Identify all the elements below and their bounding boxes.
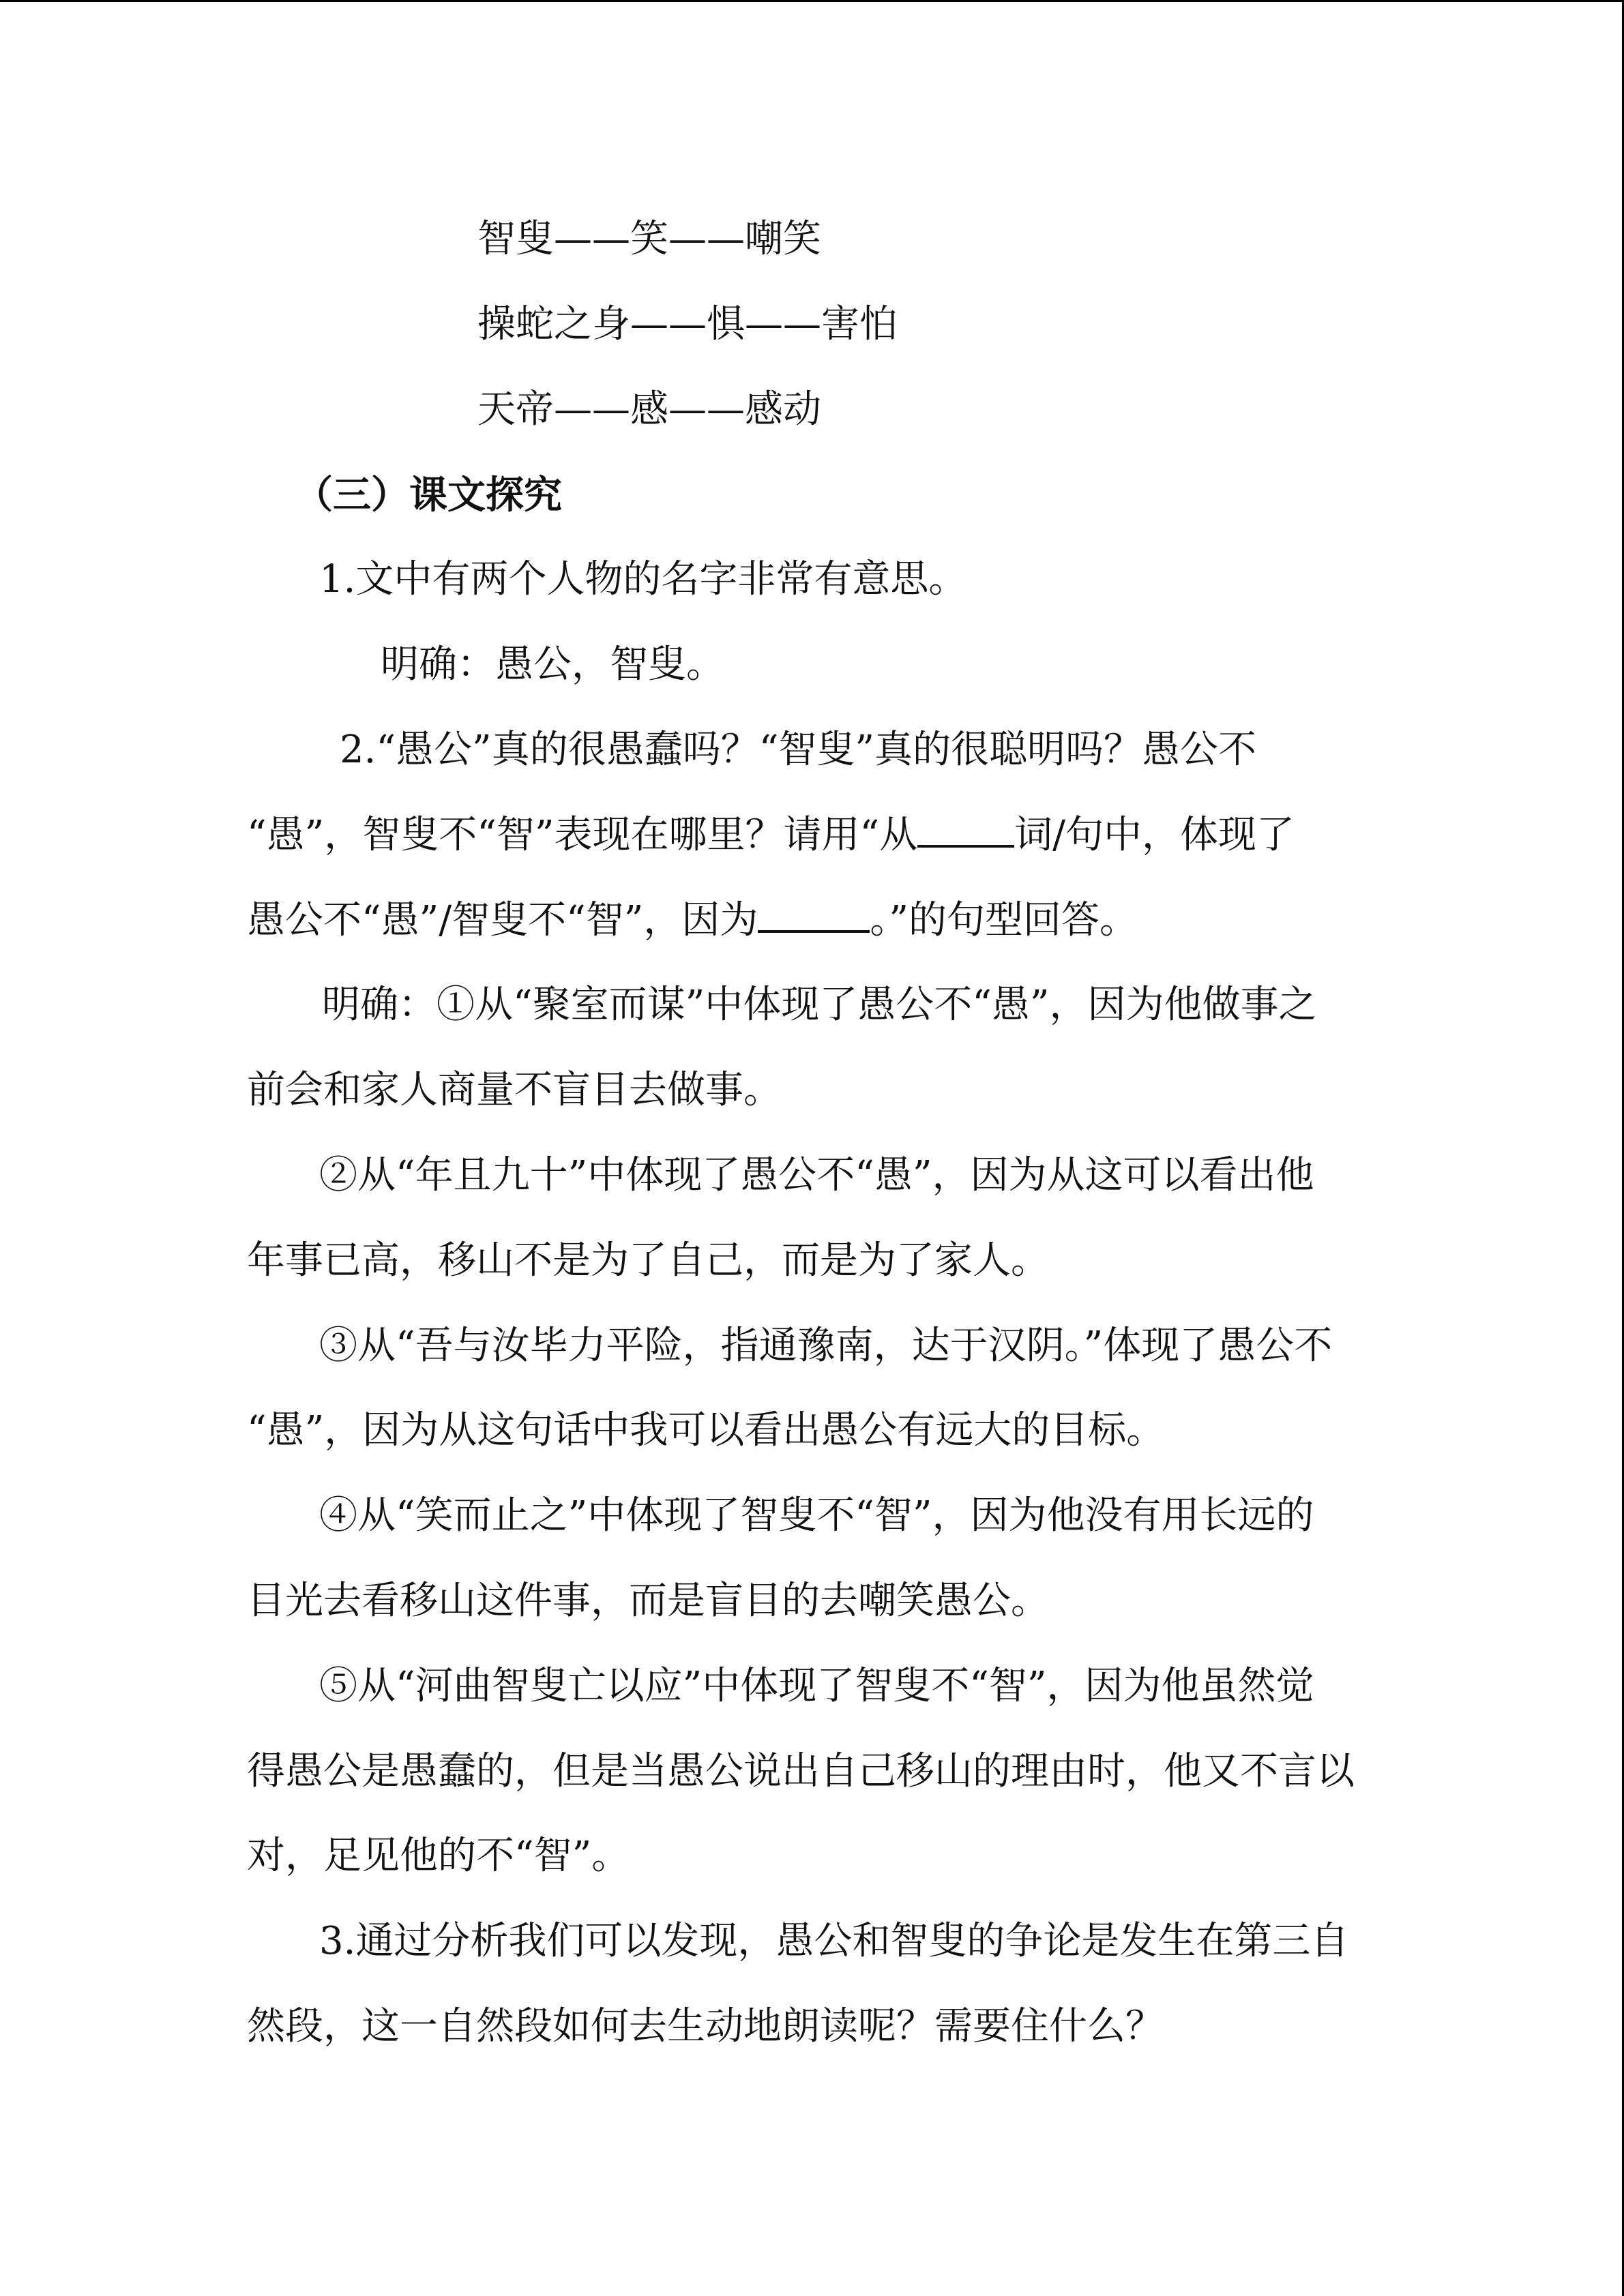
question-2-line: 2.“愚公”真的很愚蠢吗？“智叟”真的很聪明吗？愚公不 bbox=[340, 728, 1256, 772]
answer-line: ⑤从“河曲智叟亡以应”中体现了智叟不“智”，因为他虽然觉 bbox=[319, 1664, 1314, 1708]
question-2-line bbox=[247, 808, 1295, 863]
answer-line: 目光去看移山这件事，而是盲目的去嘲笑愚公。 bbox=[247, 1579, 1049, 1623]
page-border-top bbox=[0, 0, 1624, 2]
answer-line: 明确：①从“聚室而谋”中体现了愚公不“愚”，因为他做事之 bbox=[322, 983, 1317, 1027]
answer-line: 年事已高，移山不是为了自己，而是为了家人。 bbox=[247, 1238, 1049, 1283]
answer-line: 前会和家人商量不盲目去做事。 bbox=[247, 1068, 782, 1112]
question-2-text: “愚”，智叟不“智”表现在哪里？请用“从 bbox=[247, 813, 918, 857]
question-3-line: 然段，这一自然段如何去生动地朗读呢？需要住什么？ bbox=[247, 2004, 1164, 2048]
answer-line: 得愚公是愚蠢的，但是当愚公说出自己移山的理由时，他又不言以 bbox=[247, 1749, 1355, 1793]
answer-line: 对，足见他的不“智”。 bbox=[247, 1834, 630, 1878]
mapping-line: 天帝——感——感动 bbox=[477, 387, 821, 432]
question-1: 1.文中有两个人物的名字非常有意思。 bbox=[319, 557, 967, 601]
question-2-text: 词/句中，体现了 bbox=[1014, 813, 1295, 857]
section-heading: （三）课文探究 bbox=[295, 473, 562, 518]
question-2-text: 。”的句型回答。 bbox=[870, 898, 1138, 942]
answer-line: ②从“年且九十”中体现了愚公不“愚”，因为从这可以看出他 bbox=[319, 1153, 1314, 1197]
question-2-text: 愚公不“愚”/智叟不“智”，因为 bbox=[247, 898, 758, 942]
fill-blank bbox=[758, 895, 870, 933]
fill-blank bbox=[917, 809, 1014, 848]
mapping-line: 智叟——笑——嘲笑 bbox=[477, 217, 821, 261]
answer-line: “愚”，因为从这句话中我可以看出愚公有远大的目标。 bbox=[247, 1408, 1165, 1452]
question-3-line: 3.通过分析我们可以发现，愚公和智叟的争论是发生在第三自 bbox=[319, 1919, 1349, 1963]
question-2-line bbox=[247, 893, 1138, 948]
answer-line: ④从“笑而止之”中体现了智叟不“智”，因为他没有用长远的 bbox=[319, 1493, 1314, 1538]
mapping-line: 操蛇之身——惧——害怕 bbox=[477, 302, 898, 346]
answer-line: ③从“吾与汝毕力平险，指通豫南，达于汉阴。”体现了愚公不 bbox=[319, 1324, 1333, 1368]
answer-1: 明确：愚公，智叟。 bbox=[381, 642, 724, 687]
